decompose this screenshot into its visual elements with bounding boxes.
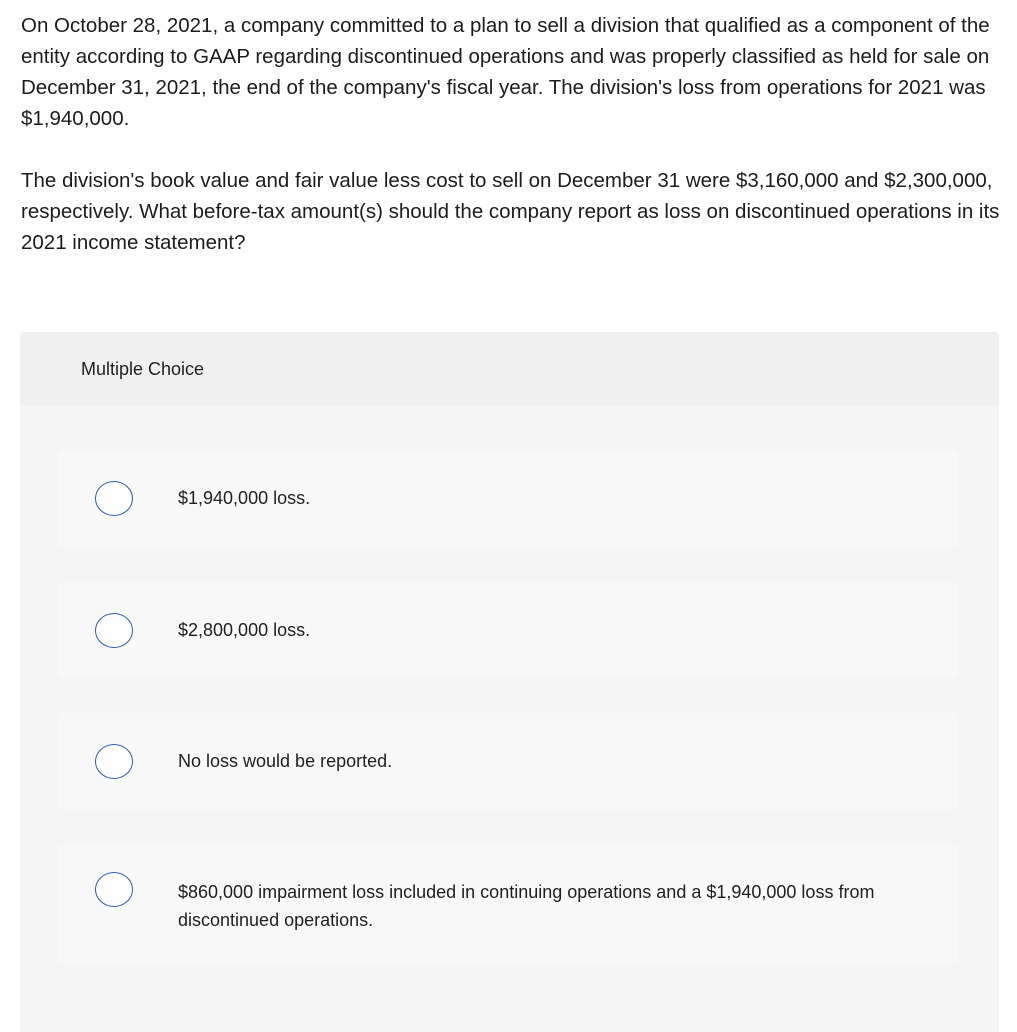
radio-button[interactable] — [95, 744, 133, 779]
question-paragraph-2: The division's book value and fair value less cost to sell on December 31 were $3,160,000 and $2,300,000, respectively. What before-tax amount(s) should the company report as loss on discontinued operations in its 2021 income statement? — [21, 169, 1000, 254]
answer-option-label: $2,800,000 loss. — [178, 620, 311, 640]
answer-option-1[interactable] — [58, 450, 958, 547]
question-paragraph-1: On October 28, 2021, a company committed to a plan to sell a division that qualified as a component of the entity according to GAAP regarding discontinued operations and was properly classified as held for sale on December 31, 2021, the end of the company's fiscal year. The division's loss from operations for 2021 was $1,940,000. — [21, 14, 990, 130]
answer-option-label: No loss would be reported. — [178, 751, 393, 771]
radio-button[interactable] — [95, 613, 133, 648]
answer-option-2[interactable] — [58, 582, 958, 678]
answer-option-3[interactable] — [58, 713, 958, 810]
question-text — [21, 10, 1006, 258]
multiple-choice-title: Multiple Choice — [81, 359, 205, 379]
radio-button[interactable] — [95, 872, 133, 907]
multiple-choice-header — [20, 332, 999, 405]
answer-option-label: $860,000 impairment loss included in continuing operations and a $1,940,000 loss from discontinued operations. — [178, 882, 875, 930]
radio-button[interactable] — [95, 481, 133, 516]
answer-option-label: $1,940,000 loss. — [178, 488, 311, 508]
answer-option-4[interactable] — [58, 845, 958, 963]
multiple-choice-panel — [20, 332, 999, 1032]
